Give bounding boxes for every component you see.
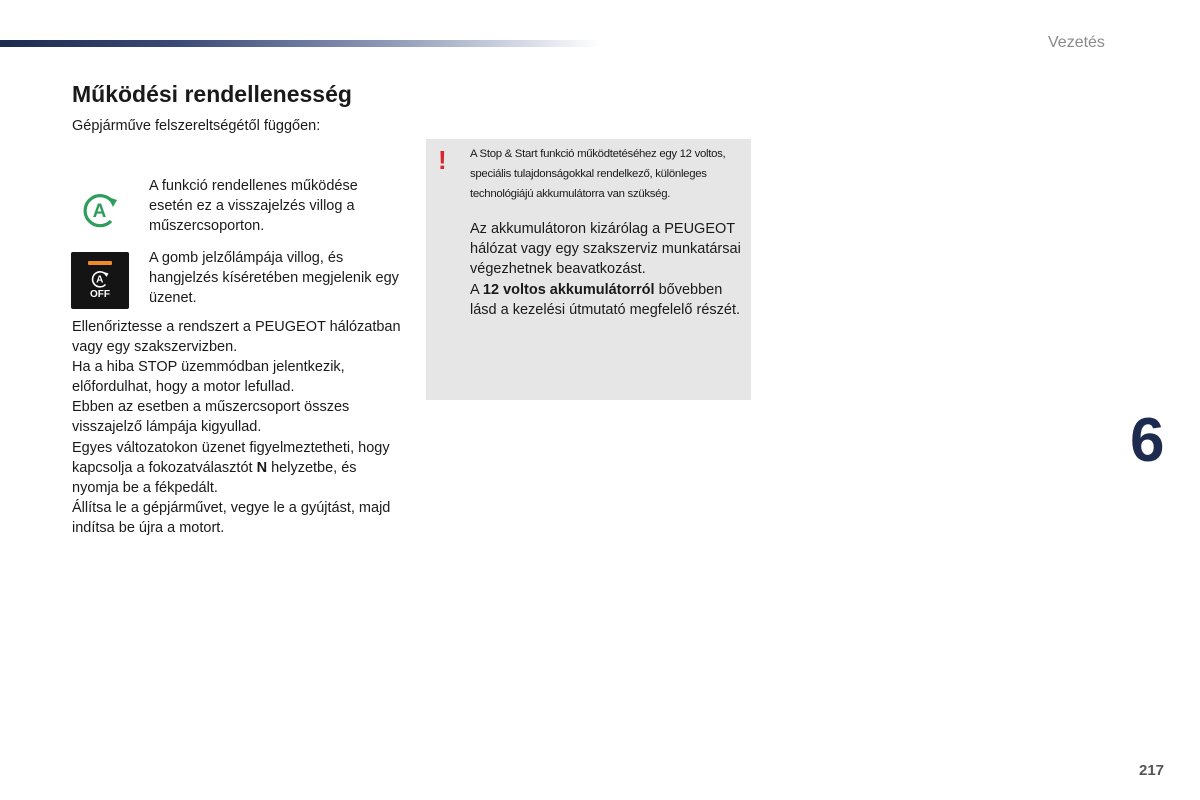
body-paragraph: Ebben az esetben a műszercsoport összes visszajelző lámpája kigyullad. [72,399,350,436]
body-paragraph: Állítsa le a gépjárművet, vegye le a gyújtást, majd indítsa be újra a motort. [72,499,391,536]
exclamation-icon: ! [438,145,447,175]
note-paragraph: Az akkumulátoron kizárólag a PEUGEOT hálózat vagy egy szakszerviz munkatársai végezhetnek beavatkozást. [470,221,741,278]
auto-stop-start-warning-icon [80,190,120,230]
note-text-part: A [470,281,483,298]
body-text-part: Egyes változatokon üzenet figyelmeztetheti, hogy kapcsolja a fokozatválasztót [72,439,390,476]
stop-start-off-button-icon [71,252,129,309]
item-warning-text: A funkció rendellenes működése esetén ez a visszajelzés villog a műszercsoporton. [149,178,358,234]
auto-a-icon [90,269,110,289]
indicator-lamp [88,261,112,265]
body-paragraph [72,438,402,498]
page-number: 217 [1139,762,1165,779]
body-paragraph: Ha a hiba STOP üzemmódban jelentkezik, előfordulhat, hogy a motor lefullad. [72,359,345,396]
note-warning-text: A Stop & Start funkció működtetéséhez egy 12 voltos, speciális tulajdonságokkal rendelkező, különleges technológiájú akkumulátorra van szükség. [470,148,726,200]
note-text-part: bővebben lásd a kezelési útmutató megfelelő részét. [470,281,740,318]
header-bar [0,40,600,47]
intro-text: Gépjárműve felszereltségétől függően: [72,118,321,134]
note-bold-term: 12 voltos akkumulátorról [482,281,655,298]
note-paragraph [470,280,745,320]
svg-text:A: A [92,201,107,222]
body-text [72,317,402,538]
note-text [470,219,745,320]
gear-position-n: N [256,459,268,476]
body-paragraph: Ellenőriztesse a rendszert a PEUGEOT hálózatban vagy egy szakszervizben. [72,319,401,356]
page-title: Működési rendellenesség [72,81,352,107]
body-text-part: helyzetbe, és nyomja be a fékpedált. [72,459,357,496]
off-label: OFF [90,289,110,300]
section-label: Vezetés [1048,34,1105,51]
chapter-number: 6 [1130,406,1165,475]
item-button-text: A gomb jelzőlámpája villog, és hangjelzés kíséretében megjelenik egy üzenet. [149,250,399,306]
svg-text:A: A [96,274,104,286]
